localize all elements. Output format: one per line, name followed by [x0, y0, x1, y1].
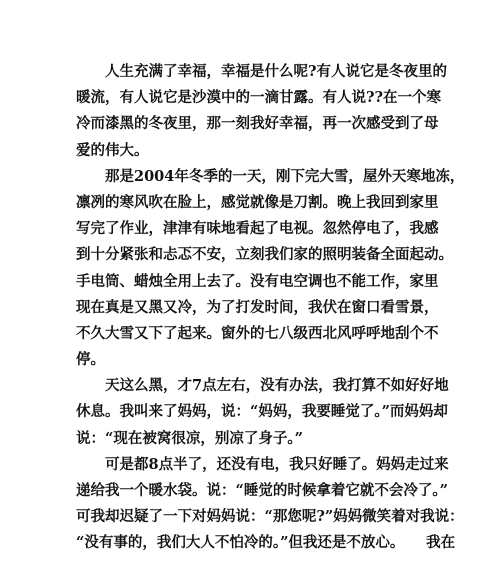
paragraph-2	[76, 164, 465, 374]
text-line: 人生充满了幸福，幸福是什么呢?有人说它是冬夜里的	[105, 63, 447, 80]
text-line: 现在真是又黑又冷，为了打发时间，我伏在窗口看雪景，	[76, 298, 439, 316]
paragraph-3	[76, 373, 449, 452]
text-line: “没有事的，我们大人不怕冷的。”但我还是不放心。 我在	[76, 534, 456, 552]
paragraph-4	[76, 452, 464, 557]
text-line: 手电筒、蜡烛全用上去了。没有电空调也不能工作，家里	[76, 272, 439, 290]
text-line: 那是2004年冬季的一天，刚下完大雪，屋外天寒地冻，	[105, 167, 465, 185]
text-line: 递给我一个暖水袋。说：“睡觉的时候拿着它就不会冷了。”	[76, 482, 448, 499]
text-line: 凛冽的寒风吹在脸上，感觉就像是刀割。晚上我回到家里	[76, 193, 439, 211]
text-line: 写完了作业，津津有味地看起了电视。忽然停电了，我感	[76, 220, 439, 238]
text-line: 不久大雪又下了起来。窗外的七八级西北风呼呼地刮个不	[76, 324, 439, 342]
paragraph-1	[76, 59, 447, 164]
text-line: 可是都8点半了，还没有电，我只好睡了。妈妈走过来	[105, 455, 449, 473]
text-line: 到十分紧张和忐忑不安，立刻我们家的照明装备全面起动。	[76, 246, 453, 264]
text-line: 暖流，有人说它是沙漠中的一滴甘露。有人说??在一个寒	[76, 89, 441, 107]
text-line: 爱的伟大。	[76, 141, 149, 159]
text-line: 休息。我叫来了妈妈，说：“妈妈，我要睡觉了。”而妈妈却	[76, 403, 448, 421]
text-line: 停。	[76, 351, 105, 369]
document-body	[76, 59, 465, 557]
text-line: 说：“现在被窝很凉，别凉了身子。”	[76, 429, 303, 447]
text-line: 天这么黑，才7点左右，没有办法，我打算不如好好地	[105, 377, 449, 395]
text-line: 冷而漆黑的冬夜里，那一刻我好幸福，再一次感受到了母	[76, 115, 439, 133]
text-line: 可我却迟疑了一下对妈妈说：“那您呢?”妈妈微笑着对我说：	[76, 508, 464, 526]
